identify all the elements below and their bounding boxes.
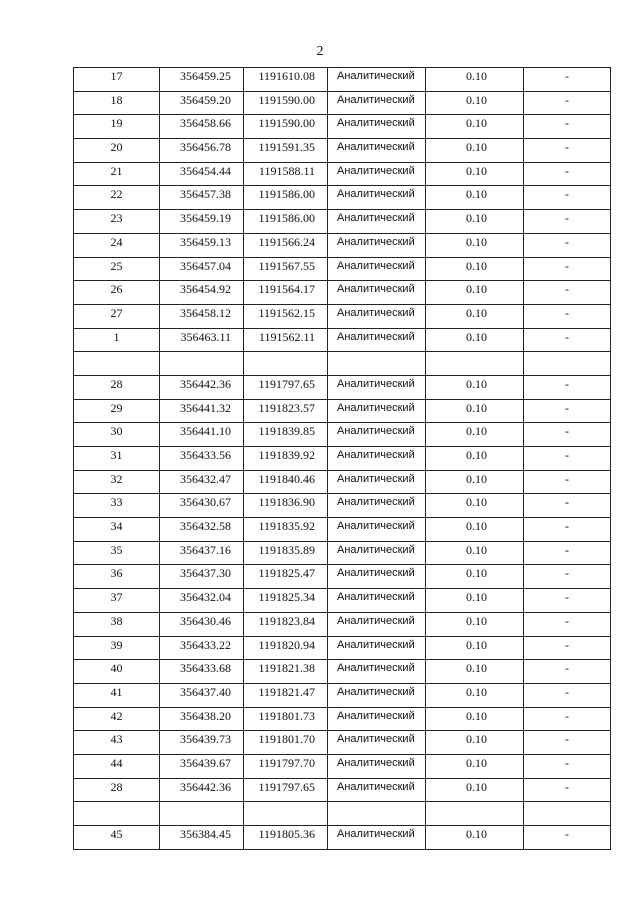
accuracy-cell: 0.10 bbox=[426, 162, 524, 186]
x-coordinate-cell: 356454.92 bbox=[160, 281, 244, 305]
point-number-cell: 39 bbox=[74, 636, 160, 660]
accuracy-cell: 0.10 bbox=[426, 778, 524, 802]
note-cell: - bbox=[524, 754, 611, 778]
empty-cell bbox=[74, 352, 160, 376]
note-cell: - bbox=[524, 589, 611, 613]
accuracy-cell: 0.10 bbox=[426, 754, 524, 778]
x-coordinate-cell: 356459.13 bbox=[160, 233, 244, 257]
note-cell: - bbox=[524, 375, 611, 399]
x-coordinate-cell: 356430.46 bbox=[160, 612, 244, 636]
y-coordinate-cell: 1191586.00 bbox=[244, 186, 328, 210]
point-number-cell: 40 bbox=[74, 660, 160, 684]
x-coordinate-cell: 356459.20 bbox=[160, 91, 244, 115]
empty-cell bbox=[426, 802, 524, 826]
method-cell: Аналитический bbox=[328, 636, 426, 660]
empty-cell bbox=[524, 352, 611, 376]
y-coordinate-cell: 1191839.85 bbox=[244, 423, 328, 447]
note-cell: - bbox=[524, 826, 611, 850]
table-spacer-row bbox=[74, 802, 611, 826]
y-coordinate-cell: 1191797.65 bbox=[244, 778, 328, 802]
x-coordinate-cell: 356457.38 bbox=[160, 186, 244, 210]
x-coordinate-cell: 356432.47 bbox=[160, 470, 244, 494]
y-coordinate-cell: 1191562.15 bbox=[244, 304, 328, 328]
point-number-cell: 35 bbox=[74, 541, 160, 565]
x-coordinate-cell: 356384.45 bbox=[160, 826, 244, 850]
method-cell: Аналитический bbox=[328, 281, 426, 305]
x-coordinate-cell: 356433.68 bbox=[160, 660, 244, 684]
note-cell: - bbox=[524, 281, 611, 305]
y-coordinate-cell: 1191567.55 bbox=[244, 257, 328, 281]
method-cell: Аналитический bbox=[328, 304, 426, 328]
y-coordinate-cell: 1191821.38 bbox=[244, 660, 328, 684]
table-row bbox=[74, 233, 611, 257]
table-row bbox=[74, 281, 611, 305]
note-cell: - bbox=[524, 447, 611, 471]
method-cell: Аналитический bbox=[328, 91, 426, 115]
x-coordinate-cell: 356441.10 bbox=[160, 423, 244, 447]
x-coordinate-cell: 356441.32 bbox=[160, 399, 244, 423]
note-cell: - bbox=[524, 162, 611, 186]
accuracy-cell: 0.10 bbox=[426, 139, 524, 163]
y-coordinate-cell: 1191590.00 bbox=[244, 91, 328, 115]
accuracy-cell: 0.10 bbox=[426, 589, 524, 613]
method-cell: Аналитический bbox=[328, 162, 426, 186]
point-number-cell: 34 bbox=[74, 518, 160, 542]
note-cell: - bbox=[524, 68, 611, 92]
point-number-cell: 38 bbox=[74, 612, 160, 636]
note-cell: - bbox=[524, 731, 611, 755]
table-row bbox=[74, 328, 611, 352]
empty-cell bbox=[524, 802, 611, 826]
point-number-cell: 28 bbox=[74, 778, 160, 802]
accuracy-cell: 0.10 bbox=[426, 826, 524, 850]
y-coordinate-cell: 1191562.11 bbox=[244, 328, 328, 352]
note-cell: - bbox=[524, 304, 611, 328]
method-cell: Аналитический bbox=[328, 731, 426, 755]
method-cell: Аналитический bbox=[328, 375, 426, 399]
y-coordinate-cell: 1191610.08 bbox=[244, 68, 328, 92]
x-coordinate-cell: 356437.16 bbox=[160, 541, 244, 565]
method-cell: Аналитический bbox=[328, 541, 426, 565]
method-cell: Аналитический bbox=[328, 754, 426, 778]
note-cell: - bbox=[524, 541, 611, 565]
point-number-cell: 26 bbox=[74, 281, 160, 305]
y-coordinate-cell: 1191823.57 bbox=[244, 399, 328, 423]
note-cell: - bbox=[524, 233, 611, 257]
y-coordinate-cell: 1191590.00 bbox=[244, 115, 328, 139]
point-number-cell: 45 bbox=[74, 826, 160, 850]
method-cell: Аналитический bbox=[328, 423, 426, 447]
table-row bbox=[74, 139, 611, 163]
accuracy-cell: 0.10 bbox=[426, 281, 524, 305]
point-number-cell: 43 bbox=[74, 731, 160, 755]
x-coordinate-cell: 356459.25 bbox=[160, 68, 244, 92]
empty-cell bbox=[426, 352, 524, 376]
table-row bbox=[74, 589, 611, 613]
y-coordinate-cell: 1191835.89 bbox=[244, 541, 328, 565]
note-cell: - bbox=[524, 210, 611, 234]
y-coordinate-cell: 1191801.70 bbox=[244, 731, 328, 755]
point-number-cell: 25 bbox=[74, 257, 160, 281]
method-cell: Аналитический bbox=[328, 447, 426, 471]
x-coordinate-cell: 356459.19 bbox=[160, 210, 244, 234]
empty-cell bbox=[328, 352, 426, 376]
point-number-cell: 1 bbox=[74, 328, 160, 352]
table-row bbox=[74, 541, 611, 565]
table-row bbox=[74, 210, 611, 234]
y-coordinate-cell: 1191805.36 bbox=[244, 826, 328, 850]
point-number-cell: 29 bbox=[74, 399, 160, 423]
method-cell: Аналитический bbox=[328, 68, 426, 92]
y-coordinate-cell: 1191586.00 bbox=[244, 210, 328, 234]
table-row bbox=[74, 115, 611, 139]
method-cell: Аналитический bbox=[328, 612, 426, 636]
note-cell: - bbox=[524, 565, 611, 589]
point-number-cell: 32 bbox=[74, 470, 160, 494]
note-cell: - bbox=[524, 423, 611, 447]
point-number-cell: 19 bbox=[74, 115, 160, 139]
table-row bbox=[74, 636, 611, 660]
method-cell: Аналитический bbox=[328, 139, 426, 163]
point-number-cell: 23 bbox=[74, 210, 160, 234]
note-cell: - bbox=[524, 139, 611, 163]
method-cell: Аналитический bbox=[328, 470, 426, 494]
x-coordinate-cell: 356439.67 bbox=[160, 754, 244, 778]
x-coordinate-cell: 356454.44 bbox=[160, 162, 244, 186]
accuracy-cell: 0.10 bbox=[426, 707, 524, 731]
method-cell: Аналитический bbox=[328, 826, 426, 850]
x-coordinate-cell: 356458.66 bbox=[160, 115, 244, 139]
x-coordinate-cell: 356458.12 bbox=[160, 304, 244, 328]
note-cell: - bbox=[524, 328, 611, 352]
y-coordinate-cell: 1191835.92 bbox=[244, 518, 328, 542]
y-coordinate-cell: 1191825.34 bbox=[244, 589, 328, 613]
note-cell: - bbox=[524, 707, 611, 731]
x-coordinate-cell: 356442.36 bbox=[160, 778, 244, 802]
accuracy-cell: 0.10 bbox=[426, 423, 524, 447]
accuracy-cell: 0.10 bbox=[426, 447, 524, 471]
accuracy-cell: 0.10 bbox=[426, 68, 524, 92]
table-row bbox=[74, 91, 611, 115]
y-coordinate-cell: 1191821.47 bbox=[244, 683, 328, 707]
point-number-cell: 18 bbox=[74, 91, 160, 115]
note-cell: - bbox=[524, 636, 611, 660]
point-number-cell: 28 bbox=[74, 375, 160, 399]
x-coordinate-cell: 356463.11 bbox=[160, 328, 244, 352]
y-coordinate-cell: 1191588.11 bbox=[244, 162, 328, 186]
point-number-cell: 41 bbox=[74, 683, 160, 707]
note-cell: - bbox=[524, 399, 611, 423]
note-cell: - bbox=[524, 470, 611, 494]
accuracy-cell: 0.10 bbox=[426, 257, 524, 281]
accuracy-cell: 0.10 bbox=[426, 636, 524, 660]
y-coordinate-cell: 1191591.35 bbox=[244, 139, 328, 163]
y-coordinate-cell: 1191820.94 bbox=[244, 636, 328, 660]
point-number-cell: 20 bbox=[74, 139, 160, 163]
point-number-cell: 24 bbox=[74, 233, 160, 257]
empty-cell bbox=[244, 802, 328, 826]
point-number-cell: 30 bbox=[74, 423, 160, 447]
x-coordinate-cell: 356457.04 bbox=[160, 257, 244, 281]
method-cell: Аналитический bbox=[328, 115, 426, 139]
accuracy-cell: 0.10 bbox=[426, 565, 524, 589]
method-cell: Аналитический bbox=[328, 186, 426, 210]
table-row bbox=[74, 660, 611, 684]
x-coordinate-cell: 356432.58 bbox=[160, 518, 244, 542]
y-coordinate-cell: 1191839.92 bbox=[244, 447, 328, 471]
table-row bbox=[74, 470, 611, 494]
note-cell: - bbox=[524, 683, 611, 707]
accuracy-cell: 0.10 bbox=[426, 375, 524, 399]
point-number-cell: 31 bbox=[74, 447, 160, 471]
x-coordinate-cell: 356438.20 bbox=[160, 707, 244, 731]
accuracy-cell: 0.10 bbox=[426, 115, 524, 139]
accuracy-cell: 0.10 bbox=[426, 470, 524, 494]
x-coordinate-cell: 356433.56 bbox=[160, 447, 244, 471]
point-number-cell: 27 bbox=[74, 304, 160, 328]
accuracy-cell: 0.10 bbox=[426, 304, 524, 328]
table-row bbox=[74, 447, 611, 471]
method-cell: Аналитический bbox=[328, 565, 426, 589]
page-number: 2 bbox=[316, 44, 324, 59]
accuracy-cell: 0.10 bbox=[426, 210, 524, 234]
empty-cell bbox=[160, 352, 244, 376]
x-coordinate-cell: 356456.78 bbox=[160, 139, 244, 163]
method-cell: Аналитический bbox=[328, 518, 426, 542]
table-row bbox=[74, 683, 611, 707]
accuracy-cell: 0.10 bbox=[426, 91, 524, 115]
point-number-cell: 37 bbox=[74, 589, 160, 613]
method-cell: Аналитический bbox=[328, 257, 426, 281]
x-coordinate-cell: 356442.36 bbox=[160, 375, 244, 399]
y-coordinate-cell: 1191801.73 bbox=[244, 707, 328, 731]
empty-cell bbox=[244, 352, 328, 376]
y-coordinate-cell: 1191836.90 bbox=[244, 494, 328, 518]
method-cell: Аналитический bbox=[328, 778, 426, 802]
table-row bbox=[74, 494, 611, 518]
accuracy-cell: 0.10 bbox=[426, 494, 524, 518]
accuracy-cell: 0.10 bbox=[426, 399, 524, 423]
note-cell: - bbox=[524, 257, 611, 281]
x-coordinate-cell: 356439.73 bbox=[160, 731, 244, 755]
method-cell: Аналитический bbox=[328, 328, 426, 352]
method-cell: Аналитический bbox=[328, 233, 426, 257]
y-coordinate-cell: 1191825.47 bbox=[244, 565, 328, 589]
empty-cell bbox=[74, 802, 160, 826]
table-row bbox=[74, 304, 611, 328]
accuracy-cell: 0.10 bbox=[426, 541, 524, 565]
coordinates-table bbox=[73, 67, 611, 850]
note-cell: - bbox=[524, 518, 611, 542]
accuracy-cell: 0.10 bbox=[426, 518, 524, 542]
note-cell: - bbox=[524, 186, 611, 210]
table-row bbox=[74, 565, 611, 589]
method-cell: Аналитический bbox=[328, 494, 426, 518]
note-cell: - bbox=[524, 612, 611, 636]
method-cell: Аналитический bbox=[328, 683, 426, 707]
y-coordinate-cell: 1191840.46 bbox=[244, 470, 328, 494]
method-cell: Аналитический bbox=[328, 210, 426, 234]
table-row bbox=[74, 68, 611, 92]
empty-cell bbox=[160, 802, 244, 826]
table-row bbox=[74, 399, 611, 423]
point-number-cell: 22 bbox=[74, 186, 160, 210]
table-row bbox=[74, 257, 611, 281]
accuracy-cell: 0.10 bbox=[426, 683, 524, 707]
empty-cell bbox=[328, 802, 426, 826]
method-cell: Аналитический bbox=[328, 399, 426, 423]
point-number-cell: 17 bbox=[74, 68, 160, 92]
x-coordinate-cell: 356430.67 bbox=[160, 494, 244, 518]
method-cell: Аналитический bbox=[328, 707, 426, 731]
y-coordinate-cell: 1191564.17 bbox=[244, 281, 328, 305]
x-coordinate-cell: 356437.30 bbox=[160, 565, 244, 589]
table-row bbox=[74, 707, 611, 731]
accuracy-cell: 0.10 bbox=[426, 186, 524, 210]
x-coordinate-cell: 356437.40 bbox=[160, 683, 244, 707]
table-row bbox=[74, 754, 611, 778]
accuracy-cell: 0.10 bbox=[426, 328, 524, 352]
note-cell: - bbox=[524, 660, 611, 684]
table-row bbox=[74, 162, 611, 186]
table-row bbox=[74, 731, 611, 755]
y-coordinate-cell: 1191566.24 bbox=[244, 233, 328, 257]
point-number-cell: 42 bbox=[74, 707, 160, 731]
accuracy-cell: 0.10 bbox=[426, 233, 524, 257]
note-cell: - bbox=[524, 778, 611, 802]
table-row bbox=[74, 518, 611, 542]
note-cell: - bbox=[524, 115, 611, 139]
table-row bbox=[74, 778, 611, 802]
table-row bbox=[74, 612, 611, 636]
table-row bbox=[74, 375, 611, 399]
table-spacer-row bbox=[74, 352, 611, 376]
note-cell: - bbox=[524, 494, 611, 518]
table-row bbox=[74, 826, 611, 850]
point-number-cell: 21 bbox=[74, 162, 160, 186]
table-row bbox=[74, 186, 611, 210]
y-coordinate-cell: 1191797.70 bbox=[244, 754, 328, 778]
point-number-cell: 44 bbox=[74, 754, 160, 778]
x-coordinate-cell: 356432.04 bbox=[160, 589, 244, 613]
accuracy-cell: 0.10 bbox=[426, 612, 524, 636]
table-row bbox=[74, 423, 611, 447]
method-cell: Аналитический bbox=[328, 589, 426, 613]
note-cell: - bbox=[524, 91, 611, 115]
point-number-cell: 33 bbox=[74, 494, 160, 518]
y-coordinate-cell: 1191797.65 bbox=[244, 375, 328, 399]
point-number-cell: 36 bbox=[74, 565, 160, 589]
y-coordinate-cell: 1191823.84 bbox=[244, 612, 328, 636]
x-coordinate-cell: 356433.22 bbox=[160, 636, 244, 660]
method-cell: Аналитический bbox=[328, 660, 426, 684]
accuracy-cell: 0.10 bbox=[426, 660, 524, 684]
accuracy-cell: 0.10 bbox=[426, 731, 524, 755]
coordinates-table-body bbox=[74, 68, 611, 850]
